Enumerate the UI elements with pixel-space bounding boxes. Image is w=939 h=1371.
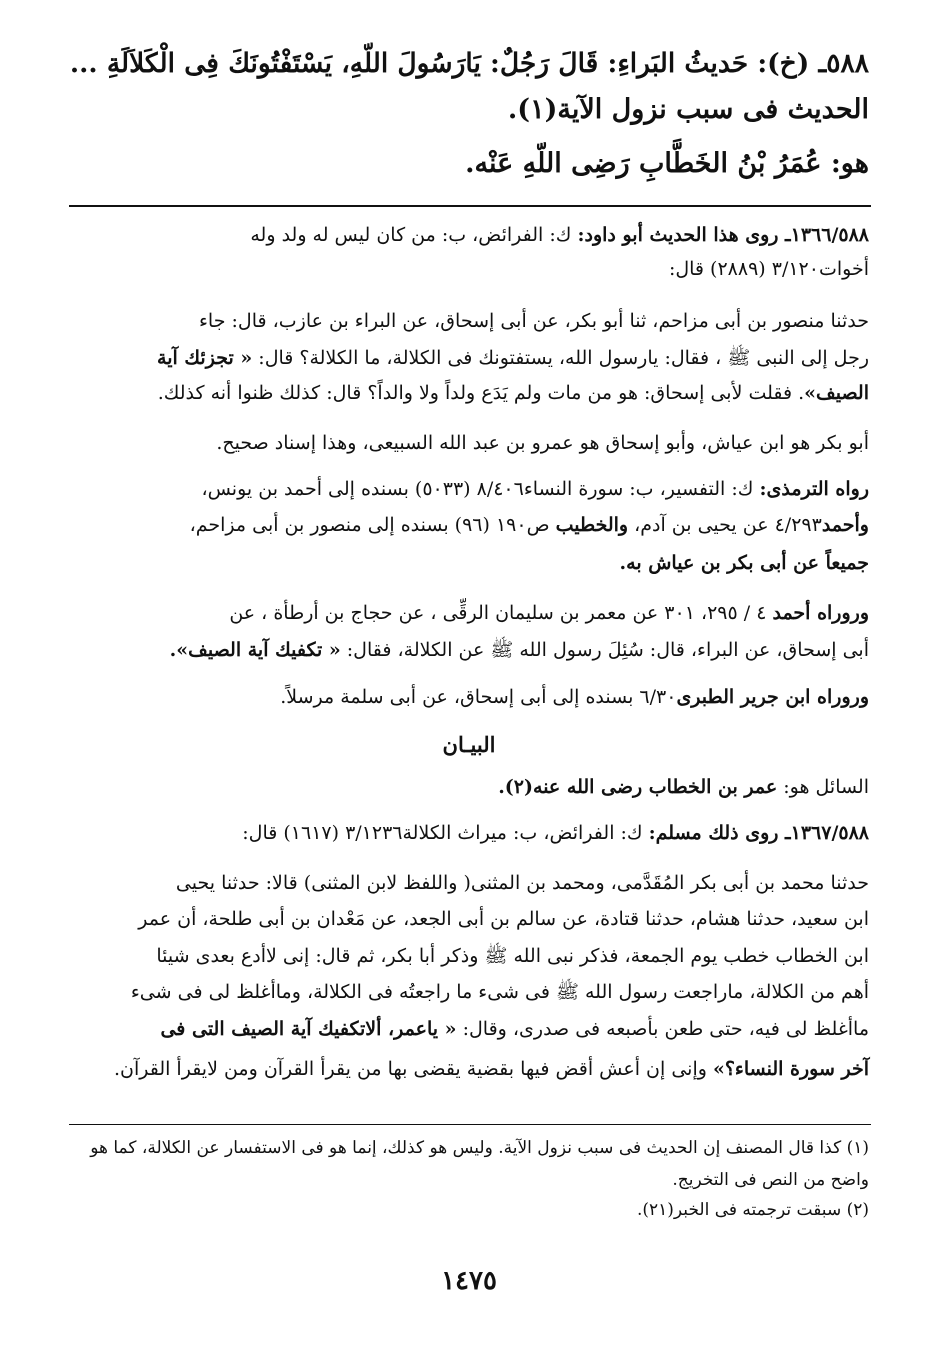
hadith-1367-number: ١٣٦٧/٥٨٨ـ روى ذلك مسلم:: [648, 822, 869, 844]
hadith-1367-quote: « ياعمر، ألاتكفيك آية الصيف التى فى: [160, 1018, 457, 1040]
takhrij-conclusion: جميعاً عن أبى بكر بن عياش به.: [619, 552, 869, 574]
hadith-1367-text-line: أهم من الكلالة، ماراجعت رسول الله ﷺ فى شىء ما راجعتُه فى الكلالة، وماأغلظ لى فى شىء: [130, 981, 869, 1003]
hadith-1366-text: رجل إلى النبى ﷺ ، فقال: يارسول الله، يستفتونك فى الكلالة، ما الكلالة؟ قال:: [258, 347, 869, 369]
hadith-1366-text-line: حدثنا منصور بن أبى مزاحم، ثنا أبو بكر، عن أبى إسحاق، عن البراء بن عازب، قال: جاء: [199, 310, 869, 332]
entry-title-line: ٥٨٨ـ (خ): حَديثُ البَراءِ: قَالَ رَجُلٌ: يَارَسُولَ اللّهِ، يَسْتَفْتُونَكَ فِى الْكَلاَلَةِ ...: [69, 48, 869, 79]
takhrij-text: ٤/٢٩٣ عن يحيى بن آدم،: [634, 514, 822, 536]
takhrij-line: [69, 686, 869, 708]
takhrij-source: وروراه ابن جرير الطبرى: [676, 686, 869, 708]
hadith-1367-text-line: ابن سعيد، حدثنا هشام، حدثنا قتادة، عن سالم بن أبى الجعد، عن مَعْدان بن أبى طلحة، أن عمر: [138, 908, 869, 930]
page-number: ١٤٧٥: [441, 1266, 497, 1296]
isnad-note: أبو بكر هو ابن عياش، وأبو إسحاق هو عمرو بن عبد الله السبيعى، وهذا إسناد صحيح.: [216, 432, 869, 454]
footnote-2: (٢) سبقت ترجمته فى الخبر(٢١).: [636, 1200, 869, 1220]
takhrij-source: رواه الترمذى:: [759, 478, 869, 500]
hadith-1367-text: ماأغلظ لى فيه، حتى طعن بأصبعه فى صدرى، وقال:: [462, 1018, 869, 1040]
takhrij-text: ص١٩٠ (٩٦) بسنده إلى منصور بن أبى مزاحم،: [189, 514, 550, 536]
hadith-1366-source-cont: أخوات٣/١٢٠ (٢٨٨٩) قال:: [668, 258, 869, 280]
takhrij-line: [69, 552, 869, 574]
takhrij-quote: « تكفيك آية الصيف».: [169, 639, 341, 661]
bayan-line: [69, 776, 869, 798]
takhrij-line: [69, 602, 869, 624]
hadith-1366-quote-end: الصيف»: [804, 382, 869, 404]
footnote-1: (١) كذا قال المصنف إن الحديث فى سبب نزول الآية. وليس هو كذلك، إنما هو فى الاستفسار عن الكلالة، كما هو: [90, 1138, 869, 1158]
hadith-1366-number: ١٣٦٦/٥٨٨ـ روى هذا الحديث أبو داود:: [577, 224, 869, 246]
footnote-1-cont: واضح من النص فى التخريج.: [672, 1170, 869, 1190]
takhrij-line: [69, 514, 869, 536]
hadith-1367-text-line: ابن الخطاب خطب يوم الجمعة، فذكر نبى الله ﷺ وذكر أبا بكر، ثم قال: إنى لاأدع بعدى شيئا: [156, 945, 869, 967]
bayan-label: السائل هو:: [783, 776, 869, 798]
takhrij-line: [69, 478, 869, 500]
entry-subtitle-line: الحديث فى سبب نزول الآية(١).: [507, 94, 869, 125]
takhrij-text: أبى إسحاق، عن البراء، قال: سُئِلَ رسول الله ﷺ عن الكلالة، فقال:: [346, 639, 869, 661]
hadith-1367-quote-end: آخر سورة النساء؟»: [712, 1058, 869, 1080]
takhrij-source: وأحمد: [821, 514, 869, 536]
bayan-heading: البيـان: [442, 732, 496, 757]
hadith-1367-text-line: حدثنا محمد بن أبى بكر المُقَدَّمى، ومحمد بن المثنى( واللفظ لابن المثنى) قالا: حدثنا يحيى: [175, 872, 869, 894]
takhrij-source: والخطيب: [555, 514, 629, 536]
takhrij-line: [69, 638, 869, 666]
entry-person-line: هو: عُمَرُ بْنُ الخَطَّابِ رَضِى اللّهِ عَنْه.: [465, 148, 869, 179]
hadith-1366-heading: [69, 224, 869, 246]
hadith-1367-text: وإنى إن أعش أقض فيها بقضية يقضى بها من يقرأ القرآن ومن لايقرأ القرآن.: [113, 1058, 707, 1080]
hadith-1366-text-line: [69, 382, 869, 404]
hadith-1366-quote: « تجزئك آية: [157, 347, 253, 369]
hadith-1367-source: ك: الفرائض، ب: ميراث الكلالة٣/١٢٣٦ (١٦١٧) قال:: [242, 822, 643, 844]
takhrij-text: ٤ / ٢٩٥، ٣٠١ عن معمر بن سليمان الرقِّى ، عن حجاج بن أرطأة ، عن: [229, 602, 767, 624]
footnote-divider: [69, 1124, 871, 1125]
hadith-1366-text-line: [69, 346, 869, 374]
takhrij-text: ٦/٣٠ بسنده إلى أبى إسحاق، عن أبى سلمة مرسلاً.: [280, 686, 677, 708]
hadith-1367-heading: [69, 822, 869, 844]
takhrij-text: ك: التفسير، ب: سورة النساء٨/٤٠٦ (٥٠٣٣) بسنده إلى أحمد بن يونس،: [201, 478, 754, 500]
hadith-1367-text-line: [69, 1058, 869, 1080]
hadith-1367-text-line: [69, 1018, 869, 1040]
section-divider: [69, 205, 871, 207]
takhrij-source: وروراه أحمد: [772, 602, 869, 624]
hadith-1366-source: ك: الفرائض، ب: من كان ليس له ولد وله: [250, 224, 572, 246]
bayan-name: عمر بن الخطاب رضى الله عنه(٢).: [498, 776, 778, 798]
hadith-1366-text: . فقلت لأبى إسحاق: هو من مات ولم يَدَع ولداً ولا والداً؟ قال: كذلك ظنوا أنه كذلك.: [157, 382, 805, 404]
